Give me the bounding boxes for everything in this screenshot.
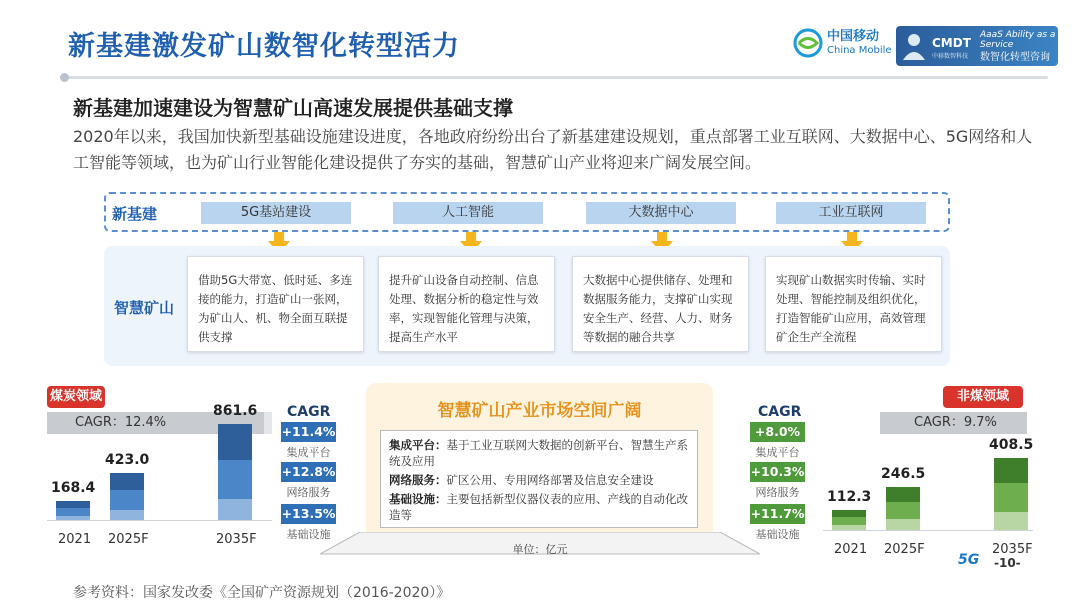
bar-segment: [218, 460, 252, 499]
bar-category-label: 2035F: [992, 542, 1033, 557]
title-divider: [62, 76, 1048, 79]
market-item-text: 矿区公用、专用网络部署及信息安全建设: [446, 473, 654, 487]
market-title: 智慧矿山产业市场空间广阔: [437, 401, 642, 421]
coal-cagr-bar-tail: [264, 412, 272, 434]
source-note: 参考资料：国家发改委《全国矿产资源规划（2016-2020）》: [73, 585, 451, 601]
bar-segment: [56, 501, 90, 508]
bar-segment: [56, 508, 90, 516]
noncoal-cagr-platform-caption: 集成平台: [755, 446, 800, 459]
market-item-name: 网络服务：: [389, 473, 447, 487]
market-item-text: 基于工业互联网大数据的创新平台、智慧生产系统及应用: [389, 438, 688, 468]
bar-segment: [994, 483, 1028, 512]
noncoal-cagr-bar: CAGR：9.7%: [880, 412, 1027, 434]
logo-en-text: China Mobile: [827, 44, 892, 56]
bar-category-label: 2025F: [108, 532, 149, 547]
bar-segment: [886, 487, 920, 502]
noncoal-cagr-infra-value: +11.7%: [750, 504, 805, 524]
bar-segment: [832, 510, 866, 517]
new-infra-tag-iiot: 工业互联网: [776, 202, 926, 224]
bar-category-label: 2021: [58, 532, 92, 547]
bar-segment: [832, 517, 866, 525]
noncoal-cagr-network-caption: 网络服务: [755, 486, 800, 499]
noncoal-cagr-platform-value: +8.0%: [750, 422, 805, 442]
page-number: -10-: [994, 556, 1021, 570]
badge-aaas-text: AaaS Ability as a Service: [980, 30, 1056, 50]
page-title: 新基建激发矿山数智化转型活力: [68, 31, 460, 62]
coal-cagr-platform-value: +11.4%: [281, 422, 336, 442]
market-item-name: 集成平台：: [389, 438, 447, 452]
china-mobile-logo: [793, 28, 892, 58]
bar-segment: [886, 502, 920, 519]
market-item: [389, 437, 689, 469]
section-subtitle: 新基建加速建设为智慧矿山高速发展提供基础支撑: [73, 96, 513, 120]
5g-logo: 5G: [958, 552, 980, 568]
bar-segment: [218, 499, 252, 520]
smart-mine-card-iiot: 实现矿山数据实时传输、实时处理、智能控制及组织优化，打造智能矿山应用，高效管理矿企生产全流程: [765, 256, 942, 352]
coal-cagr-infra-value: +13.5%: [281, 504, 336, 524]
market-item: [389, 491, 689, 523]
market-item-text: 主要包括新型仪器仪表的应用、产线的自动化改造等: [389, 492, 688, 522]
market-details: [380, 430, 698, 528]
intro-paragraph: 2020年以来，我国加快新型基础设施建设进度，各地政府纷纷出台了新基建建设规划，重点部署工业互联网、大数据中心、5G网络和人工智能等领域，也为矿山行业智能化建设提供了夯实的基础，智慧矿山产业将迎来广阔发展空间。: [73, 127, 1033, 172]
coal-sector-tag: 煤炭领域: [47, 386, 105, 408]
new-infra-label: 新基建: [112, 205, 158, 223]
badge-cmdt-text: CMDT: [932, 36, 971, 50]
coal-cagr-network-value: +12.8%: [281, 462, 336, 482]
bar-total-label: 168.4: [51, 480, 96, 497]
bar-total-label: 861.6: [213, 403, 258, 419]
cmdt-badge: [896, 26, 1058, 66]
badge-cn-text: 数智化转型咨询: [980, 52, 1050, 63]
noncoal-cagr-infra-caption: 基础设施: [755, 528, 800, 541]
bar-total-label: 423.0: [105, 451, 150, 468]
new-infra-tag-5g: 5G基站建设: [201, 202, 351, 224]
new-infra-tag-bigdata: 大数据中心: [586, 202, 736, 224]
market-item-name: 基础设施：: [389, 492, 447, 506]
bar-segment: [110, 490, 144, 509]
bar-category-label: 2025F: [884, 542, 925, 557]
bar-category-label: 2035F: [216, 532, 257, 547]
bar-segment: [110, 510, 144, 520]
smart-mine-card-5g: 借助5G大带宽、低时延、多连接的能力，打造矿山一张网，为矿山人、机、物全面互联提供支撑: [187, 256, 364, 352]
badge-cmdt-subtext: 中移数智科技: [932, 53, 969, 60]
new-infra-tag-ai: 人工智能: [393, 202, 543, 224]
consultant-person-icon: [902, 32, 926, 60]
bar-category-label: 2021: [834, 542, 868, 557]
bar-segment: [994, 458, 1028, 483]
bar-total-label: 112.3: [827, 489, 872, 506]
bar-total-label: 408.5: [989, 437, 1034, 453]
bar-segment: [886, 519, 920, 530]
chart-baseline: [47, 520, 272, 521]
smart-mine-card-bigdata: 大数据中心提供储存、处理和数据服务能力，支撑矿山实现安全生产、经营、人力、财务等数据的融合共享: [572, 256, 749, 352]
bar-total-label: 246.5: [881, 465, 926, 482]
noncoal-cagr-network-value: +10.3%: [750, 462, 805, 482]
bar-segment: [110, 473, 144, 491]
smart-mine-card-ai: 提升矿山设备自动控制、信息处理、数据分析的稳定性与效率，实现智能化管理与决策，提高生产水平: [378, 256, 555, 352]
logo-cn-text: 中国移动: [827, 29, 880, 45]
bar-segment: [994, 512, 1028, 530]
chart-baseline: [823, 530, 1033, 531]
market-item: [389, 472, 689, 488]
coal-cagr-platform-caption: 集成平台: [286, 446, 331, 459]
noncoal-sector-tag: 非煤领域: [943, 386, 1023, 408]
smart-mine-label: 智慧矿山: [114, 299, 175, 317]
coal-cagr-title: CAGR: [287, 404, 331, 420]
market-unit-label: 单位：亿元: [512, 543, 568, 556]
title-divider-dot: [60, 73, 69, 82]
coal-cagr-bar: CAGR：12.4%: [47, 412, 264, 434]
bar-segment: [218, 424, 252, 460]
china-mobile-logo-icon: [793, 28, 823, 58]
coal-cagr-network-caption: 网络服务: [286, 486, 331, 499]
coal-cagr-infra-caption: 基础设施: [286, 528, 331, 541]
noncoal-cagr-title: CAGR: [758, 404, 802, 420]
